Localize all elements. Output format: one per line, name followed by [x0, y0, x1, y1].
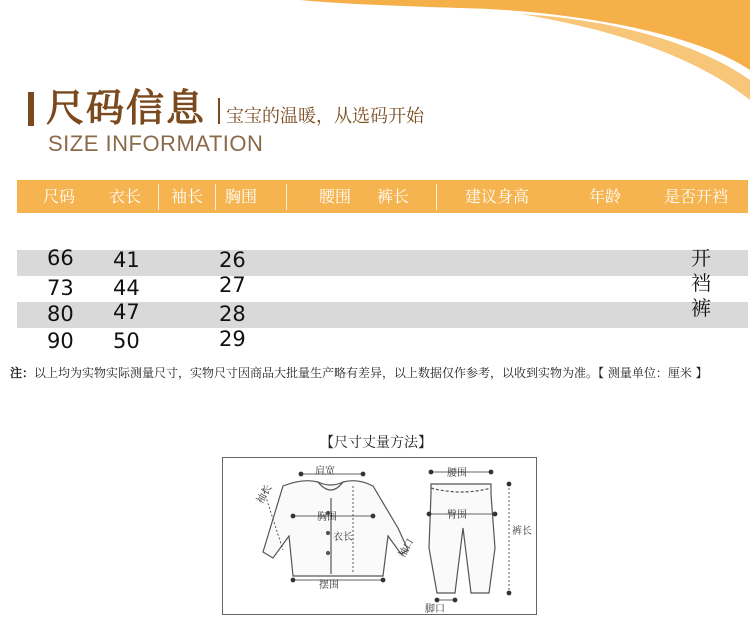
- cell-size: 80: [47, 302, 74, 326]
- label-sleeve: 袖长: [254, 483, 275, 506]
- header-pants-length: 裤长: [376, 187, 409, 206]
- measurement-note: [10, 364, 708, 381]
- title-accent-bar: [28, 92, 34, 126]
- measurement-diagram: [222, 457, 537, 615]
- label-waist: 腰围: [447, 468, 467, 479]
- cell-length: 41: [113, 248, 140, 272]
- header-sleeve: 袖长: [170, 187, 203, 206]
- page-subtitle: 宝宝的温暖，从选码开始: [226, 106, 424, 127]
- header-age: 年龄: [588, 187, 621, 206]
- label-shoulder: 肩宽: [315, 466, 335, 477]
- size-table-header: [17, 180, 748, 213]
- label-chest: 胸围: [317, 512, 337, 523]
- diagram-title: 【尺寸丈量方法】: [320, 435, 432, 451]
- cell-chest: 27: [219, 273, 246, 297]
- header-waist: 腰围: [318, 187, 351, 206]
- cell-size: 66: [47, 246, 74, 270]
- cell-length: 47: [113, 300, 140, 324]
- table-row: [17, 302, 748, 328]
- cell-chest: 26: [219, 248, 246, 272]
- header-height: 建议身高: [464, 187, 529, 206]
- garment-sketch: [223, 458, 536, 614]
- open-crotch-pants-label: 开 裆 裤: [691, 246, 711, 320]
- cell-size: 90: [47, 329, 74, 353]
- label-pants-length: 裤长: [512, 526, 532, 537]
- page-title: 尺码信息: [46, 86, 207, 130]
- label-hem: 摆围: [319, 580, 339, 591]
- label-ankle: 脚口: [425, 604, 445, 615]
- table-row: [17, 328, 748, 354]
- header-length: 衣长: [108, 187, 141, 206]
- label-cuff: 袖口: [396, 537, 417, 560]
- cell-length: 44: [113, 276, 140, 300]
- header-chest: 胸围: [224, 187, 257, 206]
- header-size: 尺码: [42, 187, 75, 206]
- cell-chest: 28: [219, 302, 246, 326]
- header-crotch: 是否开裆: [663, 187, 728, 206]
- english-title: SIZE INFORMATION: [48, 131, 264, 156]
- cell-size: 73: [47, 276, 74, 300]
- title-separator: [218, 98, 220, 124]
- header-divider: [286, 184, 287, 210]
- table-row: [17, 273, 748, 302]
- note-label: 注：: [10, 366, 35, 380]
- label-length: 衣长: [333, 532, 353, 543]
- cell-chest: 29: [219, 327, 246, 351]
- header-divider: [436, 184, 437, 210]
- label-hip: 臀围: [447, 510, 467, 521]
- cell-length: 50: [113, 329, 140, 353]
- table-row: [17, 246, 748, 276]
- note-text: 以上均为实物实际测量尺寸，实物尺寸因商品大批量生产略有差异，以上数据仅作参考，以收到实物为准。【 测量单位：厘米 】: [34, 366, 708, 380]
